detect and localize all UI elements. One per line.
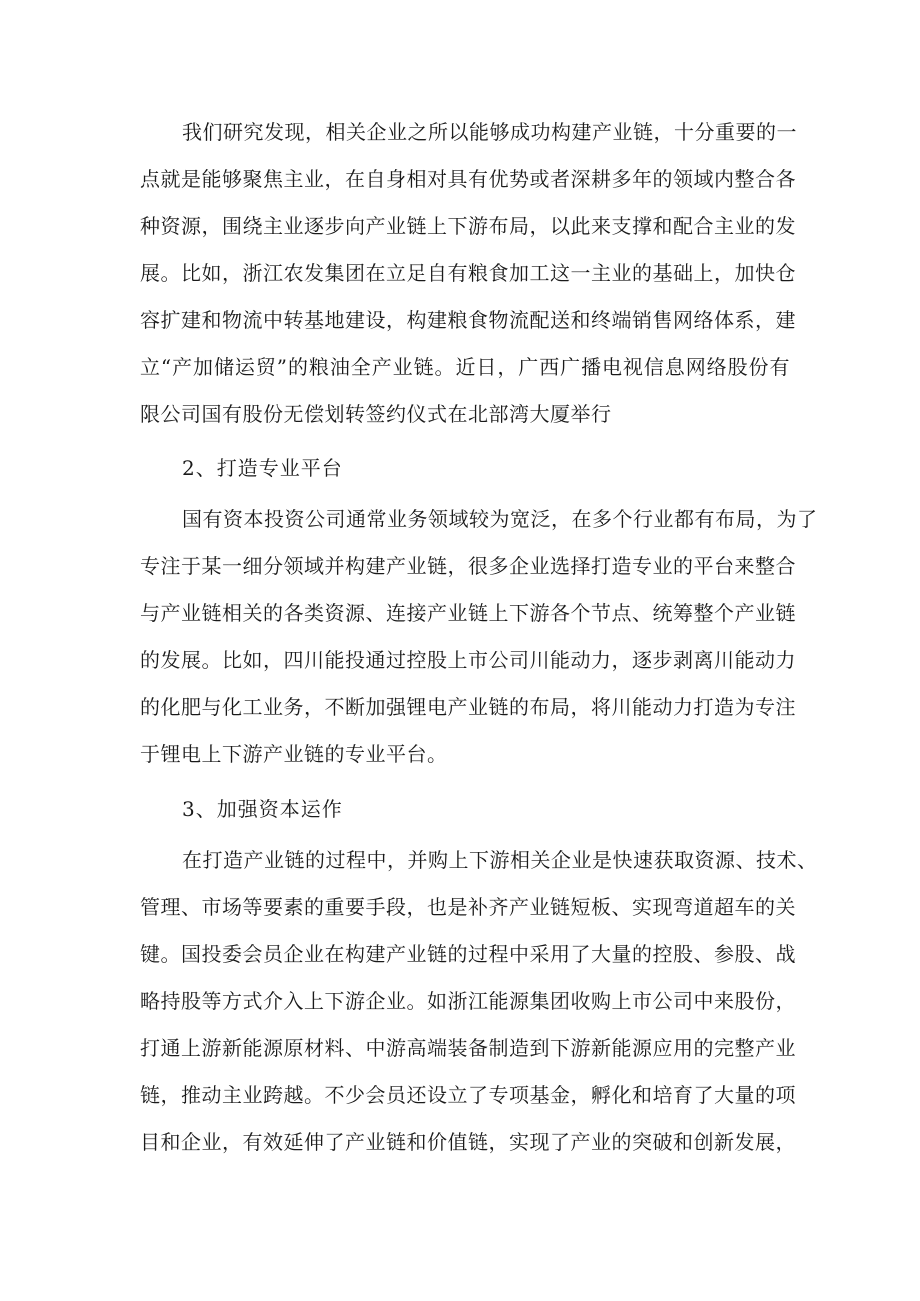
paragraph-2-line-3: 与产业链相关的各类资源、连接产业链上下游各个节点、统筹整个产业链	[140, 601, 796, 625]
paragraph-2-line-5: 的化肥与化工业务，不断加强锂电产业链的布局，将川能动力打造为专注	[140, 695, 796, 719]
paragraph-1-line-7: 限公司国有股份无偿划转签约仪式在北部湾大厦举行	[140, 402, 612, 426]
paragraph-3-line-7: 目和企业，有效延伸了产业链和价值链，实现了产业的突破和创新发展，	[140, 1130, 796, 1154]
paragraph-1-line-6: 立“产加储运贸”的粮油全产业链。近日，广西广播电视信息网络股份有	[140, 355, 790, 379]
paragraph-3-line-2: 管理、市场等要素的重要手段，也是补齐产业链短板、实现弯道超车的关	[140, 895, 796, 919]
paragraph-2-line-1: 国有资本投资公司通常业务领域较为宽泛，在多个行业都有布局，为了	[182, 507, 818, 531]
paragraph-3-line-6: 链，推动主业跨越。不少会员还设立了专项基金，孵化和培育了大量的项	[140, 1083, 796, 1107]
paragraph-2-line-4: 的发展。比如，四川能投通过控股上市公司川能动力，逐步剥离川能动力	[140, 648, 796, 672]
paragraph-1-line-2: 点就是能够聚焦主业，在自身相对具有优势或者深耕多年的领域内整合各	[140, 167, 796, 191]
section-heading-2: 2、打造专业平台	[182, 456, 343, 480]
paragraph-3-line-5: 打通上游新能源原材料、中游高端装备制造到下游新能源应用的完整产业	[140, 1036, 796, 1060]
paragraph-1-line-3: 种资源，围绕主业逐步向产业链上下游布局，以此来支撑和配合主业的发	[140, 214, 796, 238]
paragraph-2-line-2: 专注于某一细分领域并构建产业链，很多企业选择打造专业的平台来整合	[140, 554, 796, 578]
paragraph-3-line-3: 键。国投委会员企业在构建产业链的过程中采用了大量的控股、参股、战	[140, 942, 796, 966]
paragraph-1-line-1: 我们研究发现，相关企业之所以能够成功构建产业链，十分重要的一	[182, 120, 797, 144]
paragraph-3-line-1: 在打造产业链的过程中，并购上下游相关企业是快速获取资源、技术、	[182, 848, 818, 872]
paragraph-1-line-5: 容扩建和物流中转基地建设，构建粮食物流配送和终端销售网络体系，建	[140, 308, 796, 332]
paragraph-3-line-4: 略持股等方式介入上下游企业。如浙江能源集团收购上市公司中来股份，	[140, 989, 796, 1013]
paragraph-1-line-4: 展。比如，浙江农发集团在立足自有粮食加工这一主业的基础上，加快仓	[140, 261, 796, 285]
section-heading-3: 3、加强资本运作	[182, 797, 343, 821]
paragraph-2-line-6: 于锂电上下游产业链的专业平台。	[140, 742, 448, 766]
